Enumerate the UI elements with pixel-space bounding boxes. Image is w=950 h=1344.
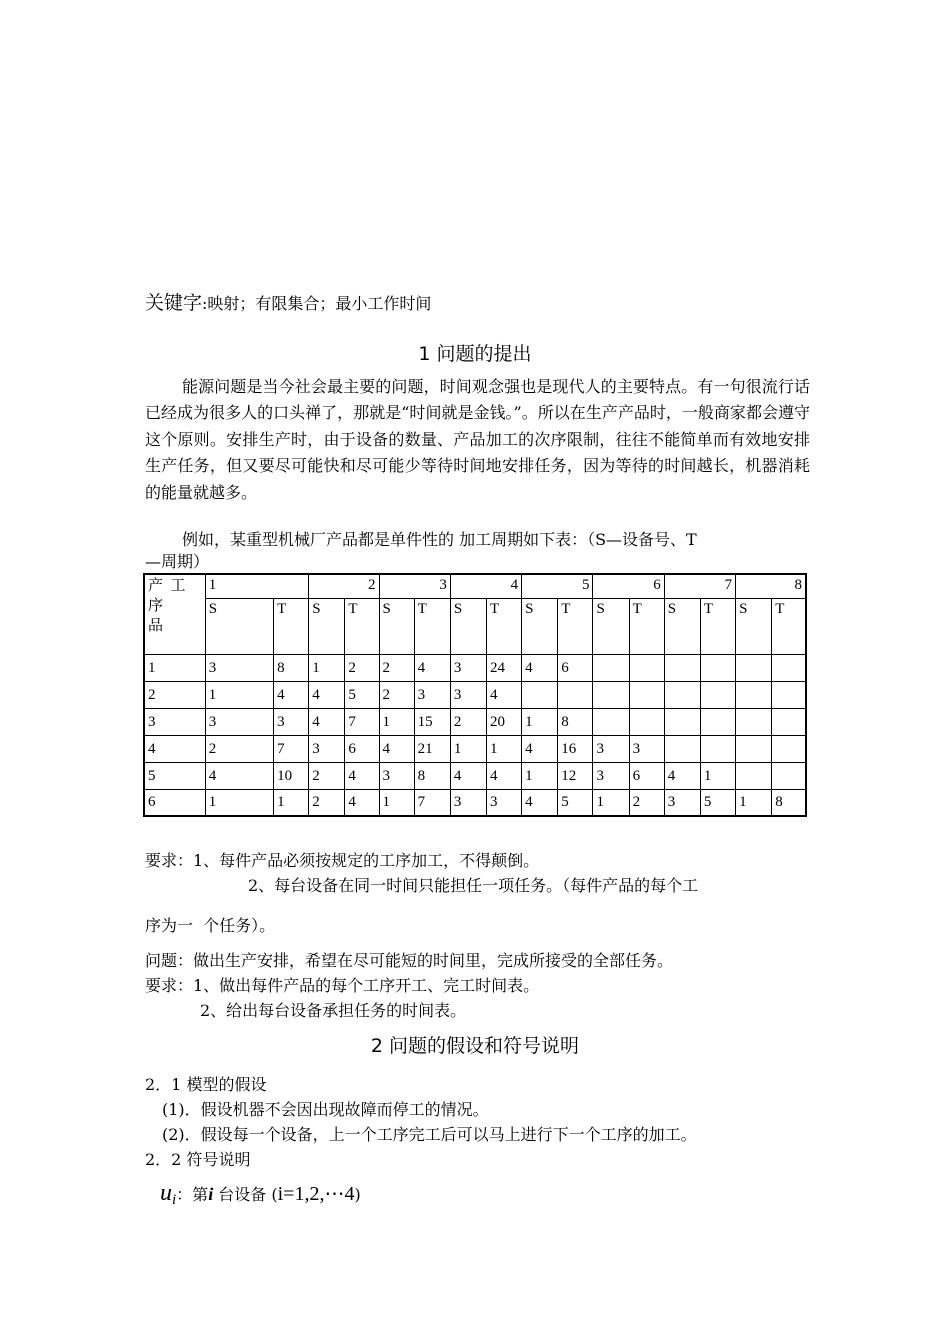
device-cell: 1 (205, 789, 273, 816)
keywords-separator: : (202, 294, 208, 313)
process-number: 3 (379, 574, 450, 598)
period-cell: 5 (345, 681, 379, 708)
period-cell: 20 (486, 708, 521, 735)
period-cell: 4 (274, 681, 309, 708)
example-line-1: 例如，某重型机械厂产品都是单件性的 加工周期如下表：（S—设备号、T (182, 530, 697, 549)
device-cell: 1 (309, 654, 345, 681)
symbol-desc: 台设备 ( (213, 1185, 278, 1204)
device-cell (522, 681, 558, 708)
corner-bottom-label: 品 (148, 618, 164, 634)
period-cell: 4 (345, 762, 379, 789)
device-cell (593, 708, 629, 735)
col-t-header: T (629, 598, 664, 654)
device-cell: 1 (379, 708, 414, 735)
device-cell: 1 (205, 681, 273, 708)
device-cell (736, 708, 772, 735)
corner-top-label: 产 工 (148, 578, 186, 594)
period-cell (629, 708, 664, 735)
device-cell: 2 (205, 735, 273, 762)
problem-requirement-2: 2、给出每台设备承担任务的时间表。 (200, 1001, 467, 1020)
device-cell (664, 708, 700, 735)
period-cell (700, 708, 735, 735)
symbol-subscript: i (172, 1192, 177, 1209)
device-cell: 4 (664, 762, 700, 789)
period-cell: 21 (414, 735, 450, 762)
device-cell: 3 (450, 789, 486, 816)
product-number-cell: 6 (144, 789, 205, 816)
period-cell (558, 681, 593, 708)
symbol-definition (160, 1180, 361, 1209)
device-cell (593, 654, 629, 681)
table-corner-cell (144, 574, 205, 654)
device-cell (736, 762, 772, 789)
period-cell: 7 (414, 789, 450, 816)
period-cell: 12 (558, 762, 593, 789)
device-cell: 3 (450, 654, 486, 681)
table-row (144, 735, 806, 762)
device-cell: 4 (379, 735, 414, 762)
assumption-2: (2)．假设每一个设备，上一个工序完工后可以马上进行下一个工序的加工。 (162, 1125, 697, 1144)
period-cell: 4 (414, 654, 450, 681)
device-cell: 4 (205, 762, 273, 789)
assumption-1: (1)．假设机器不会因出现故障而停工的情况。 (162, 1100, 489, 1119)
processing-table (143, 573, 807, 817)
symbol-colon-text: ：第 (176, 1185, 209, 1204)
period-cell: 24 (486, 654, 521, 681)
device-cell: 4 (522, 735, 558, 762)
device-cell: 2 (450, 708, 486, 735)
period-cell (772, 762, 806, 789)
product-number-cell: 2 (144, 681, 205, 708)
period-cell: 1 (274, 789, 309, 816)
period-cell: 15 (414, 708, 450, 735)
device-cell: 3 (593, 762, 629, 789)
process-number: 7 (664, 574, 735, 598)
device-cell: 2 (379, 654, 414, 681)
period-cell: 10 (274, 762, 309, 789)
subsection-2-1: 2．1 模型的假设 (145, 1075, 267, 1094)
period-cell: 8 (414, 762, 450, 789)
device-cell: 4 (309, 708, 345, 735)
example-line-2: —周期） (145, 552, 210, 571)
process-number: 6 (593, 574, 664, 598)
period-cell: 3 (486, 789, 521, 816)
period-cell (772, 735, 806, 762)
period-cell: 3 (414, 681, 450, 708)
period-cell: 1 (700, 762, 735, 789)
col-s-header: S (205, 598, 273, 654)
device-cell: 3 (593, 735, 629, 762)
device-cell: 3 (205, 654, 273, 681)
device-cell (736, 681, 772, 708)
period-cell: 8 (274, 654, 309, 681)
col-t-header: T (558, 598, 593, 654)
keywords-line (145, 288, 431, 315)
section2-title: 2 问题的假设和符号说明 (370, 1035, 580, 1057)
process-number: 1 (205, 574, 308, 598)
device-cell: 3 (379, 762, 414, 789)
requirement-item-2: 2、每台设备在同一时间只能担任一项任务。（每件产品的每个工 (248, 876, 699, 895)
col-t-header: T (486, 598, 521, 654)
device-cell (664, 654, 700, 681)
period-cell (772, 681, 806, 708)
device-cell: 2 (309, 762, 345, 789)
product-number-cell: 3 (144, 708, 205, 735)
period-cell: 4 (345, 789, 379, 816)
device-cell: 3 (205, 708, 273, 735)
device-cell: 1 (736, 789, 772, 816)
col-s-header: S (664, 598, 700, 654)
symbol-index: i (208, 1184, 214, 1204)
product-number-cell: 1 (144, 654, 205, 681)
period-cell (772, 708, 806, 735)
period-cell: 8 (772, 789, 806, 816)
period-cell (772, 654, 806, 681)
col-t-header: T (414, 598, 450, 654)
device-cell: 4 (309, 681, 345, 708)
device-cell (593, 681, 629, 708)
table-row (144, 789, 806, 816)
period-cell: 3 (274, 708, 309, 735)
device-cell: 1 (522, 762, 558, 789)
col-t-header: T (700, 598, 735, 654)
device-cell: 4 (522, 654, 558, 681)
problem-question: 问题：做出生产安排，希望在尽可能短的时间里，完成所接受的全部任务。 (145, 951, 674, 970)
device-cell: 4 (522, 789, 558, 816)
period-cell: 6 (629, 762, 664, 789)
symbol-variable: u (160, 1180, 172, 1206)
period-cell: 2 (629, 789, 664, 816)
process-number: 5 (522, 574, 593, 598)
table-row (144, 681, 806, 708)
col-s-header: S (379, 598, 414, 654)
period-cell: 7 (345, 708, 379, 735)
period-cell (700, 735, 735, 762)
period-cell: 3 (629, 735, 664, 762)
col-s-header: S (736, 598, 772, 654)
device-cell (664, 681, 700, 708)
period-cell (629, 681, 664, 708)
symbol-range: i=1,2,⋯4 (277, 1183, 355, 1205)
table-header-st-row (144, 598, 806, 654)
section1-title: 1 问题的提出 (418, 343, 532, 365)
device-cell: 2 (379, 681, 414, 708)
product-number-cell: 4 (144, 735, 205, 762)
period-cell: 4 (486, 762, 521, 789)
section1-paragraph: 能源问题是当今社会最主要的问题，时间观念强也是现代人的主要特点。有一句很流行话已经成为很多人的口头禅了，那就是“时间就是金钱。”。所以在生产产品时，一般商家都会遵守这个原则。安排生产时，由于设备的数量、产品加工的次序限制，往往不能简单而有效地安排生产任务，但又要尽可能快和尽可能少等待时间地安排任务，因为等待的时间越长，机器消耗的能量就越多。 (145, 377, 810, 502)
problem-requirement-1: 要求：1、做出每件产品的每个工序开工、完工时间表。 (145, 976, 540, 995)
table-row (144, 762, 806, 789)
keywords-text: 映射；有限集合；最小工作时间 (207, 294, 432, 313)
device-cell: 3 (309, 735, 345, 762)
device-cell: 3 (664, 789, 700, 816)
device-cell: 1 (593, 789, 629, 816)
period-cell (700, 654, 735, 681)
requirement-item-1: 要求：1、每件产品必须按规定的工序加工，不得颠倒。 (145, 851, 540, 870)
period-cell: 5 (700, 789, 735, 816)
device-cell (736, 654, 772, 681)
period-cell (700, 681, 735, 708)
table-row (144, 654, 806, 681)
period-cell: 1 (486, 735, 521, 762)
product-number-cell: 5 (144, 762, 205, 789)
period-cell: 6 (558, 654, 593, 681)
device-cell: 2 (309, 789, 345, 816)
period-cell: 5 (558, 789, 593, 816)
period-cell: 6 (345, 735, 379, 762)
device-cell (736, 735, 772, 762)
period-cell: 2 (345, 654, 379, 681)
table-body (144, 654, 806, 816)
col-t-header: T (772, 598, 806, 654)
col-s-header: S (522, 598, 558, 654)
keywords-label: 关键字 (145, 292, 203, 314)
period-cell (629, 654, 664, 681)
device-cell: 1 (522, 708, 558, 735)
period-cell: 16 (558, 735, 593, 762)
subsection-2-2: 2．2 符号说明 (145, 1150, 251, 1169)
device-cell: 1 (450, 735, 486, 762)
symbol-close: ) (354, 1185, 361, 1204)
col-s-header: S (309, 598, 345, 654)
requirement-item-2-cont: 序为一 个任务）。 (145, 916, 276, 935)
device-cell: 3 (450, 681, 486, 708)
device-cell: 4 (450, 762, 486, 789)
table-header-process-row (144, 574, 806, 598)
period-cell: 8 (558, 708, 593, 735)
col-s-header: S (450, 598, 486, 654)
device-cell: 1 (379, 789, 414, 816)
col-t-header: T (345, 598, 379, 654)
period-cell: 4 (486, 681, 521, 708)
process-number: 8 (736, 574, 806, 598)
table-row (144, 708, 806, 735)
process-number: 4 (450, 574, 521, 598)
col-t-header: T (274, 598, 309, 654)
corner-mid-label: 序 (148, 598, 164, 614)
device-cell (664, 735, 700, 762)
process-number: 2 (309, 574, 379, 598)
col-s-header: S (593, 598, 629, 654)
period-cell: 7 (274, 735, 309, 762)
